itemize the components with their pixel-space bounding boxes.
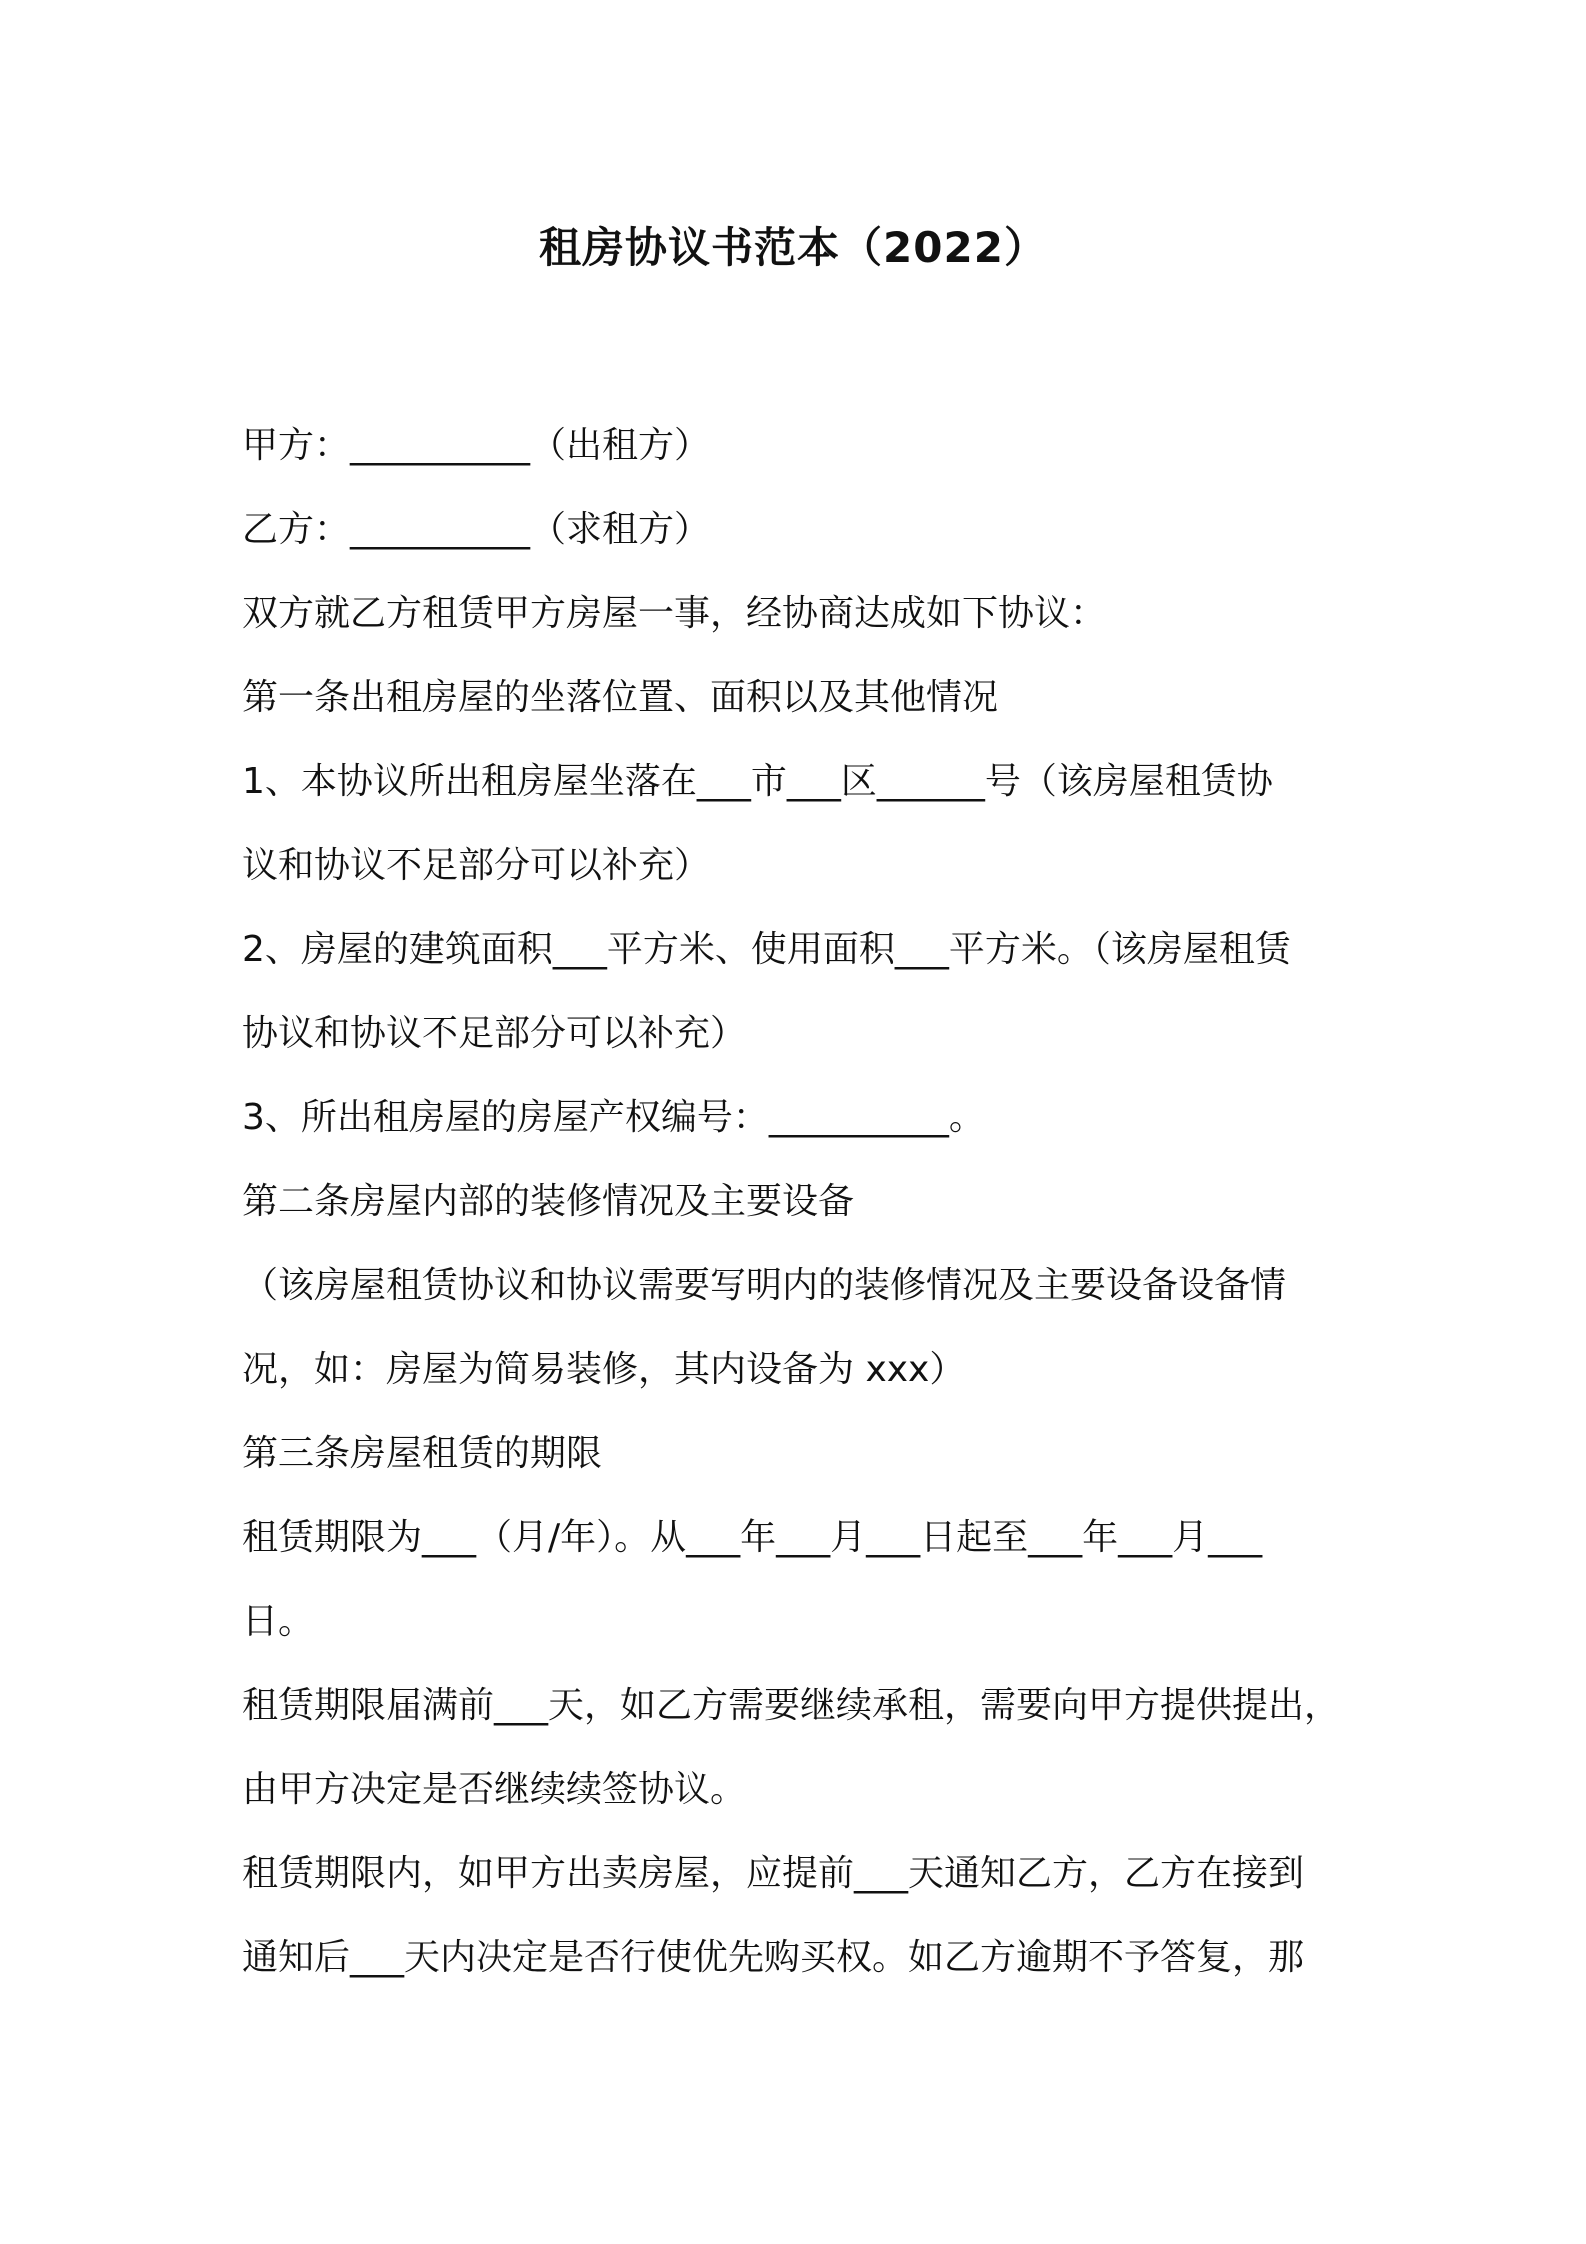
article-3-sale-cont: 通知后___天内决定是否行使优先购买权。如乙方逾期不予答复，那 — [242, 1937, 1305, 1978]
article-1-item-1-cont: 议和协议不足部分可以补充） — [242, 845, 711, 886]
party-b-line: 乙方：__________（求租方） — [242, 509, 711, 550]
article-3-heading: 第三条房屋租赁的期限 — [242, 1433, 603, 1474]
party-a-line: 甲方：__________（出租方） — [242, 425, 711, 466]
document-title: 租房协议书范本（2022） — [539, 223, 1047, 272]
article-3-renewal-cont: 由甲方决定是否继续续签协议。 — [242, 1769, 747, 1810]
article-3-sale: 租赁期限内，如甲方出卖房屋，应提前___天通知乙方，乙方在接到 — [242, 1853, 1305, 1894]
article-3-term-cont: 日。 — [242, 1601, 315, 1642]
article-2-heading: 第二条房屋内部的装修情况及主要设备 — [242, 1181, 855, 1222]
article-2-text-cont: 况，如：房屋为简易装修，其内设备为 xxx） — [242, 1349, 966, 1390]
article-1-item-2: 2、房屋的建筑面积___平方米、使用面积___平方米。（该房屋租赁 — [242, 929, 1291, 970]
article-3-term: 租赁期限为___（月/年）。从___年___月___日起至___年___月___ — [242, 1517, 1263, 1558]
article-1-item-1: 1、本协议所出租房屋坐落在___市___区______号（该房屋租赁协 — [242, 761, 1273, 802]
article-3-renewal: 租赁期限届满前___天，如乙方需要继续承租，需要向甲方提供提出， — [242, 1685, 1341, 1726]
document-body — [242, 404, 1362, 2000]
agreement-intro: 双方就乙方租赁甲方房屋一事，经协商达成如下协议： — [242, 593, 1107, 634]
article-2-text: （该房屋租赁协议和协议需要写明内的装修情况及主要设备设备情 — [242, 1265, 1287, 1306]
article-1-heading: 第一条出租房屋的坐落位置、面积以及其他情况 — [242, 677, 999, 718]
article-1-item-2-cont: 协议和协议不足部分可以补充） — [242, 1013, 747, 1054]
article-1-item-3: 3、所出租房屋的房屋产权编号：__________。 — [242, 1097, 985, 1138]
